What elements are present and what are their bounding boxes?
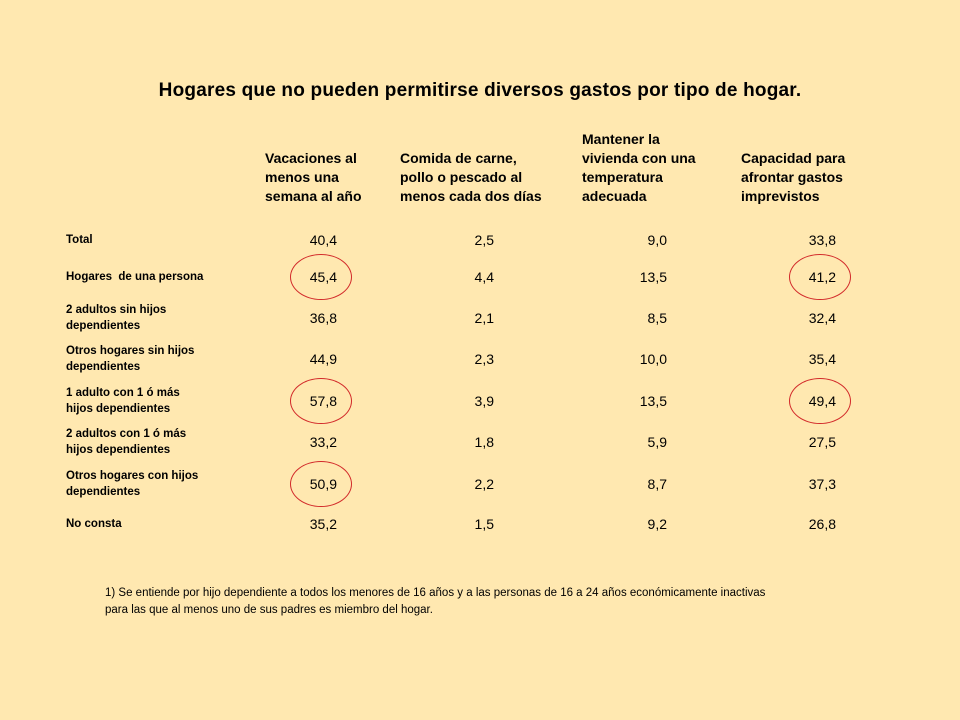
table-cell: 40,4 xyxy=(309,232,337,248)
column-header-line: imprevistos xyxy=(741,188,820,204)
column-header-line: vivienda con una xyxy=(582,150,696,166)
table-cell: 35,2 xyxy=(309,516,337,532)
table-cell: 2,1 xyxy=(474,310,494,326)
row-label-line: Total xyxy=(66,234,93,246)
column-header-line: pollo o pescado al xyxy=(400,169,523,185)
row-label xyxy=(66,385,246,417)
row-label xyxy=(66,426,246,458)
table-cell: 36,8 xyxy=(309,310,337,326)
column-header-line: Mantener la xyxy=(582,131,660,147)
table-cell: 27,5 xyxy=(808,434,836,450)
column-header-line: semana al año xyxy=(265,188,362,204)
column-header-line: adecuada xyxy=(582,188,647,204)
table-cell: 2,5 xyxy=(474,232,494,248)
table-cell: 3,9 xyxy=(474,393,494,409)
table-cell: 57,8 xyxy=(309,393,337,409)
table-cell: 37,3 xyxy=(808,476,836,492)
row-label-line: dependientes xyxy=(66,361,141,373)
table-cell: 13,5 xyxy=(639,269,667,285)
highlight-circle xyxy=(789,254,851,300)
table-cell: 32,4 xyxy=(808,310,836,326)
footnote-line: para las que al menos uno de sus padres es miembro del hogar. xyxy=(105,604,433,616)
table-cell: 8,7 xyxy=(647,476,667,492)
table-cell: 1,5 xyxy=(474,516,494,532)
table-cell: 41,2 xyxy=(808,269,836,285)
highlight-circle xyxy=(290,378,352,424)
table-cell: 9,0 xyxy=(647,232,667,248)
table-cell: 13,5 xyxy=(639,393,667,409)
table-cell: 10,0 xyxy=(639,351,667,367)
row-label-line: Otros hogares sin hijos xyxy=(66,345,195,357)
row-label-line: No consta xyxy=(66,518,122,530)
highlight-circle xyxy=(290,461,352,507)
column-header xyxy=(265,149,362,206)
table-cell: 26,8 xyxy=(808,516,836,532)
table-cell: 9,2 xyxy=(647,516,667,532)
table-cell: 1,8 xyxy=(474,434,494,450)
column-header xyxy=(400,149,542,206)
table-cell: 2,3 xyxy=(474,351,494,367)
row-label-line: hijos dependientes xyxy=(66,403,171,415)
table-cell: 44,9 xyxy=(309,351,337,367)
table-cell: 33,8 xyxy=(808,232,836,248)
table-cell: 4,4 xyxy=(474,269,494,285)
row-label-line: 1 adulto con 1 ó más xyxy=(66,387,180,399)
table-cell: 33,2 xyxy=(309,434,337,450)
column-header-line: Capacidad para xyxy=(741,150,846,166)
column-header-line: menos cada dos días xyxy=(400,188,542,204)
row-label-line: 2 adultos con 1 ó más xyxy=(66,428,187,440)
row-label-line: Hogares de una persona xyxy=(66,271,204,283)
table-cell: 8,5 xyxy=(647,310,667,326)
column-header-line: Vacaciones al xyxy=(265,150,357,166)
table-cell: 50,9 xyxy=(309,476,337,492)
footnote-line: 1) Se entiende por hijo dependiente a todos los menores de 16 años y a las personas de 16 a 24 años económicamente inactivas xyxy=(105,587,766,599)
highlight-circle xyxy=(789,378,851,424)
row-label xyxy=(66,343,246,375)
row-label-line: 2 adultos sin hijos xyxy=(66,304,167,316)
row-label xyxy=(66,232,246,248)
footnote xyxy=(105,585,885,619)
row-label xyxy=(66,302,246,334)
column-header-line: Comida de carne, xyxy=(400,150,517,166)
column-header-line: menos una xyxy=(265,169,339,185)
table-cell: 49,4 xyxy=(808,393,836,409)
highlight-circle xyxy=(290,254,352,300)
table-cell: 45,4 xyxy=(309,269,337,285)
column-header-line: temperatura xyxy=(582,169,663,185)
column-header xyxy=(741,149,845,206)
table-cell: 5,9 xyxy=(647,434,667,450)
column-header xyxy=(582,130,696,206)
page-title: Hogares que no pueden permitirse diversos gastos por tipo de hogar. xyxy=(158,80,802,101)
row-label-line: Otros hogares con hijos xyxy=(66,470,199,482)
row-label xyxy=(66,468,246,500)
table-cell: 2,2 xyxy=(474,476,494,492)
column-header-line: afrontar gastos xyxy=(741,169,843,185)
row-label xyxy=(66,516,246,532)
row-label-line: dependientes xyxy=(66,486,141,498)
table-cell: 35,4 xyxy=(808,351,836,367)
row-label-line: hijos dependientes xyxy=(66,444,171,456)
row-label-line: dependientes xyxy=(66,320,141,332)
row-label xyxy=(66,269,246,285)
